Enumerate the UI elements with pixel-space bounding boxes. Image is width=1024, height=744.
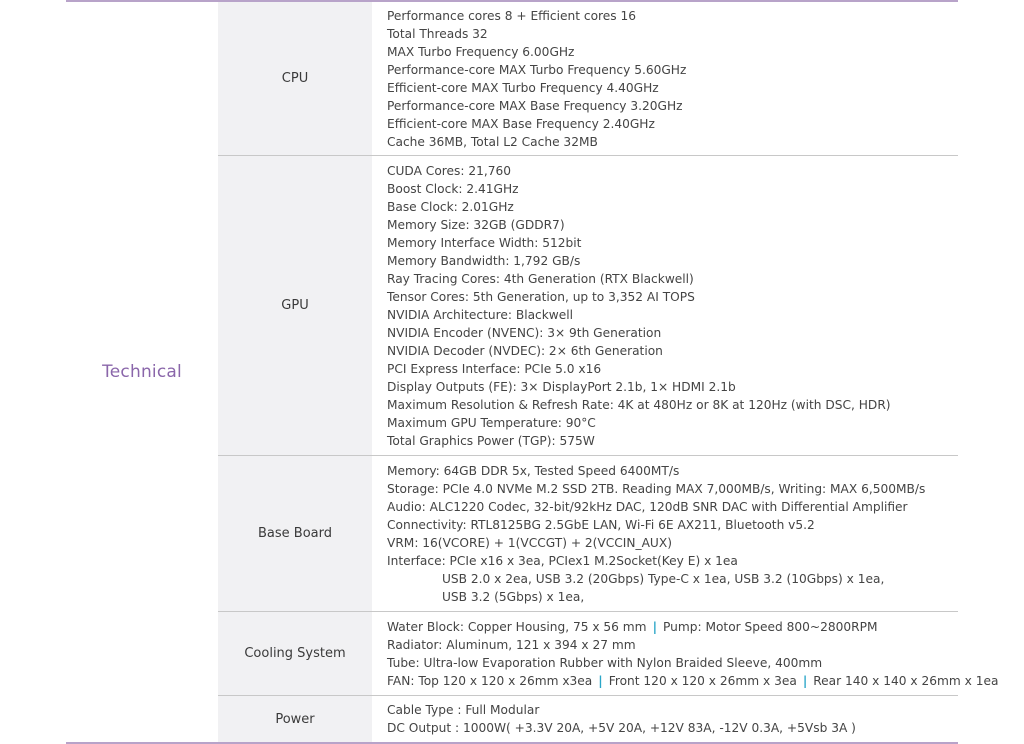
spec-line: Memory Bandwidth: 1,792 GB/s xyxy=(387,253,581,268)
spec-line: Performance cores 8 + Efficient cores 16 xyxy=(387,8,637,23)
spec-line: Performance-core MAX Base Frequency 3.20GHz xyxy=(387,98,683,113)
spec-line-water-block xyxy=(387,618,998,636)
separator: | xyxy=(802,673,808,688)
spec-line: Base Clock: 2.01GHz xyxy=(387,199,514,214)
spec-line: NVIDIA Encoder (NVENC): 3× 9th Generation xyxy=(387,325,662,340)
spec-line: Display Outputs (FE): 3× DisplayPort 2.1b, 1× HDMI 2.1b xyxy=(387,379,736,394)
spec-line: Maximum Resolution & Refresh Rate: 4K at 480Hz or 8K at 120Hz (with DSC, HDR) xyxy=(387,397,891,412)
row-content-base-board xyxy=(372,456,958,611)
fan-top-text: FAN: Top 120 x 120 x 26mm x3ea xyxy=(387,673,593,688)
row-content-cpu xyxy=(372,2,958,155)
water-block-text: Water Block: Copper Housing, 75 x 56 mm xyxy=(387,619,647,634)
fan-rear-text: Rear 140 x 140 x 26mm x 1ea xyxy=(813,673,999,688)
spec-line: VRM: 16(VCORE) + 1(VCCGT) + 2(VCCIN_AUX) xyxy=(387,535,672,550)
spec-line: Memory: 64GB DDR 5x, Tested Speed 6400MT/s xyxy=(387,463,680,478)
spec-line: Connectivity: RTL8125BG 2.5GbE LAN, Wi-Fi 6E AX211, Bluetooth v5.2 xyxy=(387,517,815,532)
row-content-power xyxy=(372,696,958,742)
row-content-gpu xyxy=(372,156,958,455)
spec-line: Audio: ALC1220 Codec, 32-bit/92kHz DAC, 120dB SNR DAC with Differential Amplifier xyxy=(387,499,908,514)
spec-row-power xyxy=(218,696,958,742)
spec-line: USB 3.2 (5Gbps) x 1ea, xyxy=(442,589,585,604)
spec-table xyxy=(218,2,999,742)
row-label-gpu: GPU xyxy=(218,156,372,455)
spec-line: Boost Clock: 2.41GHz xyxy=(387,181,519,196)
separator: | xyxy=(598,673,603,688)
spec-line: NVIDIA Architecture: Blackwell xyxy=(387,307,574,322)
spec-line: Tensor Cores: 5th Generation, up to 3,352 AI TOPS xyxy=(387,289,695,304)
spec-line: Cable Type : Full Modular xyxy=(387,703,540,717)
spec-row-gpu xyxy=(218,156,958,456)
spec-line: NVIDIA Decoder (NVDEC): 2× 6th Generation xyxy=(387,343,663,358)
spec-line: USB 2.0 x 2ea, USB 3.2 (20Gbps) Type-C x 1ea, USB 3.2 (10Gbps) x 1ea, xyxy=(442,571,885,586)
category-label: Technical xyxy=(102,362,182,382)
spec-line: Performance-core MAX Turbo Frequency 5.60GHz xyxy=(387,62,687,77)
spec-line-fan xyxy=(387,672,998,690)
spec-line: MAX Turbo Frequency 6.00GHz xyxy=(387,44,575,59)
pump-text: Pump: Motor Speed 800~2800RPM xyxy=(663,619,878,634)
row-content-cooling-system xyxy=(372,612,998,695)
spec-line: Ray Tracing Cores: 4th Generation (RTX Blackwell) xyxy=(387,271,694,286)
row-label-power: Power xyxy=(218,696,372,742)
spec-line: Cache 36MB, Total L2 Cache 32MB xyxy=(387,134,598,149)
spec-line: Efficient-core MAX Turbo Frequency 4.40GHz xyxy=(387,80,659,95)
spec-line: Tube: Ultra-low Evaporation Rubber with Nylon Braided Sleeve, 400mm xyxy=(387,655,823,670)
row-label-cpu: CPU xyxy=(218,2,372,155)
spec-line: Maximum GPU Temperature: 90°C xyxy=(387,415,596,430)
row-label-base-board: Base Board xyxy=(218,456,372,611)
spec-line: Total Threads 32 xyxy=(387,26,488,41)
spec-line: Radiator: Aluminum, 121 x 394 x 27 mm xyxy=(387,637,636,652)
spec-line: Memory Interface Width: 512bit xyxy=(387,235,582,250)
spec-row-cpu xyxy=(218,2,958,156)
fan-front-text: Front 120 x 120 x 26mm x 3ea xyxy=(608,673,797,688)
spec-line: DC Output : 1000W( +3.3V 20A, +5V 20A, +12V 83A, -12V 0.3A, +5Vsb 3A ) xyxy=(387,721,856,735)
spec-line: Memory Size: 32GB (GDDR7) xyxy=(387,217,565,232)
spec-line: Storage: PCIe 4.0 NVMe M.2 SSD 2TB. Reading MAX 7,000MB/s, Writing: MAX 6,500MB/s xyxy=(387,481,926,496)
spec-line: Interface: PCIe x16 x 3ea, PCIex1 M.2Socket(Key E) x 1ea xyxy=(387,553,738,568)
row-label-cooling-system: Cooling System xyxy=(218,612,372,695)
separator: | xyxy=(652,619,658,634)
spec-row-cooling-system xyxy=(218,612,999,696)
spec-line: CUDA Cores: 21,760 xyxy=(387,163,511,178)
spec-line: Efficient-core MAX Base Frequency 2.40GHz xyxy=(387,116,655,131)
spec-line: Total Graphics Power (TGP): 575W xyxy=(387,433,595,448)
spec-row-base-board xyxy=(218,456,958,612)
spec-line: PCI Express Interface: PCIe 5.0 x16 xyxy=(387,361,602,376)
